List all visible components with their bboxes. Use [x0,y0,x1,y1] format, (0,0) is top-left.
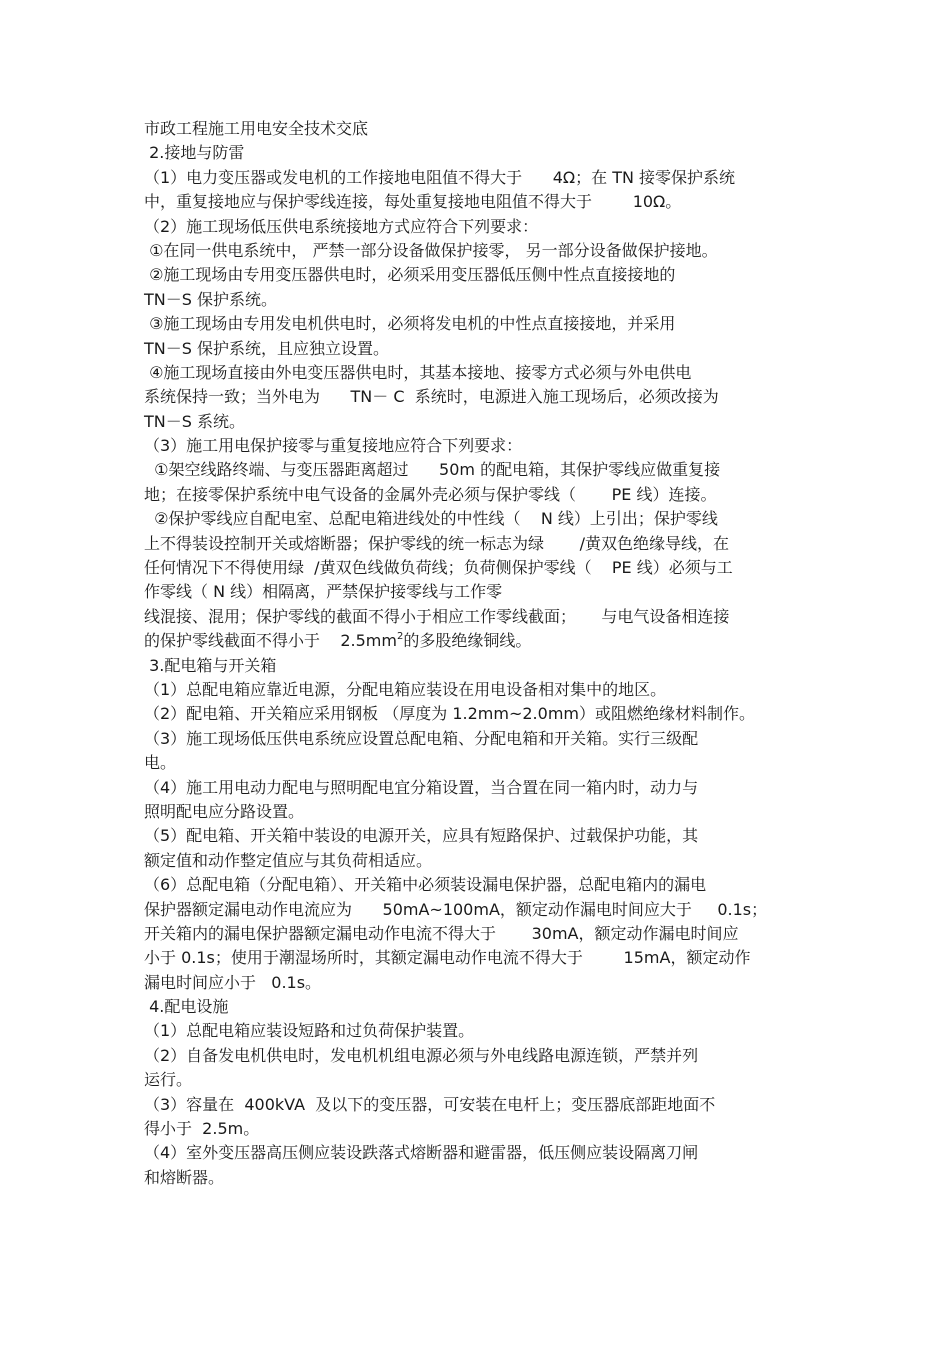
paragraph-line: 开关箱内的漏电保护器额定漏电动作电流不得大于 30mA，额定动作漏电时间应 [144,923,739,943]
paragraph-line: （1）电力变压器或发电机的工作接地电阻值不得大于 4Ω；在 TN 接零保护系统 [144,167,736,187]
paragraph-line: 小于 0.1s；使用于潮湿场所时，其额定漏电动作电流不得大于 15mA，额定动作 [144,948,751,968]
paragraph-line: 运行。 [144,1070,193,1090]
text-after-superscript: 的多股绝缘铜线。 [403,631,532,651]
paragraph-line: 作零线（ N 线）相隔离，严禁保护接零线与工作零 [144,582,503,602]
paragraph-line: （3）施工用电保护接零与重复接地应符合下列要求： [144,436,523,456]
paragraph-line: ①架空线路终端、与变压器距离超过 50m 的配电箱，其保护零线应做重复接 [144,460,721,480]
paragraph-line: （2）施工现场低压供电系统接地方式应符合下列要求： [144,216,539,236]
paragraph-line: ③施工现场由专用发电机供电时，必须将发电机的中性点直接接地，并采用 [144,314,676,334]
paragraph-line: （1）总配电箱应装设短路和过负荷保护装置。 [144,1021,475,1041]
paragraph-line: （1）总配电箱应靠近电源，分配电箱应装设在用电设备相对集中的地区。 [144,679,667,699]
paragraph-line: 中，重复接地应与保护零线连接，每处重复接地电阻值不得大于 10Ω。 [144,192,682,212]
paragraph-line: ①在同一供电系统中， 严禁一部分设备做保护接零， 另一部分设备做保护接地。 [144,240,718,260]
paragraph-line-with-superscript [144,629,806,653]
paragraph-line: ④施工现场直接由外电变压器供电时，其基本接地、接零方式必须与外电供电 [144,362,692,382]
document-body [144,117,806,1190]
paragraph-line: 照明配电应分路设置。 [144,801,305,821]
paragraph-line: ②施工现场由专用变压器供电时，必须采用变压器低压侧中性点直接接地的 [144,265,676,285]
section-heading: 2.接地与防雷 [144,143,245,163]
paragraph-line: （5）配电箱、开关箱中装设的电源开关，应具有短路保护、过载保护功能，其 [144,826,699,846]
paragraph-line: TN－S 保护系统，且应独立设置。 [144,338,389,358]
paragraph-line: 线混接、混用；保护零线的截面不得小于相应工作零线截面； 与电气设备相连接 [144,606,730,626]
paragraph-line: 和熔断器。 [144,1167,225,1187]
paragraph-line: （3）施工现场低压供电系统应设置总配电箱、分配电箱和开关箱。实行三级配 [144,728,699,748]
paragraph-line: ②保护零线应自配电室、总配电箱进线处的中性线（ N 线）上引出；保护零线 [144,509,718,529]
paragraph-line: 上不得装设控制开关或熔断器；保护零线的统一标志为绿 /黄双色绝缘导线，在 [144,533,729,553]
section-heading: 3.配电箱与开关箱 [144,655,277,675]
paragraph-line: （4）室外变压器高压侧应装设跌落式熔断器和避雷器，低压侧应装设隔离刀闸 [144,1143,699,1163]
paragraph-line: TN－S 系统。 [144,411,245,431]
paragraph-line: 任何情况下不得使用绿 /黄双色线做负荷线；负荷侧保护零线（ PE 线）必须与工 [144,558,733,578]
paragraph-line: （3）容量在 400kVA 及以下的变压器，可安装在电杆上；变压器底部距地面不 [144,1094,716,1114]
paragraph-line: 漏电时间应小于 0.1s。 [144,972,322,992]
paragraph-line: （4）施工用电动力配电与照明配电宜分箱设置，当合置在同一箱内时，动力与 [144,777,699,797]
paragraph-line: 保护器额定漏电动作电流应为 50mA~100mA，额定动作漏电时间应大于 0.1s； [144,899,768,919]
paragraph-line: 地；在接零保护系统中电气设备的金属外壳必须与保护零线（ PE 线）连接。 [144,484,717,504]
paragraph-line: TN－S 保护系统。 [144,289,277,309]
section-heading: 4.配电设施 [144,997,229,1017]
text-before-superscript: 的保护零线截面不得小于 2.5mm [144,631,397,651]
paragraph-line: 系统保持一致；当外电为 TN－ C 系统时，电源进入施工现场后，必须改接为 [144,387,719,407]
superscript-mark: 2 [396,631,404,643]
paragraph-line: （6）总配电箱（分配电箱）、开关箱中必须装设漏电保护器，总配电箱内的漏电 [144,875,707,895]
paragraph-line: 电。 [144,753,177,773]
paragraph-line: （2）自备发电机供电时，发电机机组电源必须与外电线路电源连锁，严禁并列 [144,1045,699,1065]
paragraph-line: 得小于 2.5m。 [144,1119,260,1139]
paragraph-line: 额定值和动作整定值应与其负荷相适应。 [144,850,433,870]
paragraph-line: （2）配电箱、开关箱应采用钢板 （厚度为 1.2mm~2.0mm）或阻燃绝缘材料制作。 [144,704,755,724]
document-title: 市政工程施工用电安全技术交底 [144,119,369,138]
